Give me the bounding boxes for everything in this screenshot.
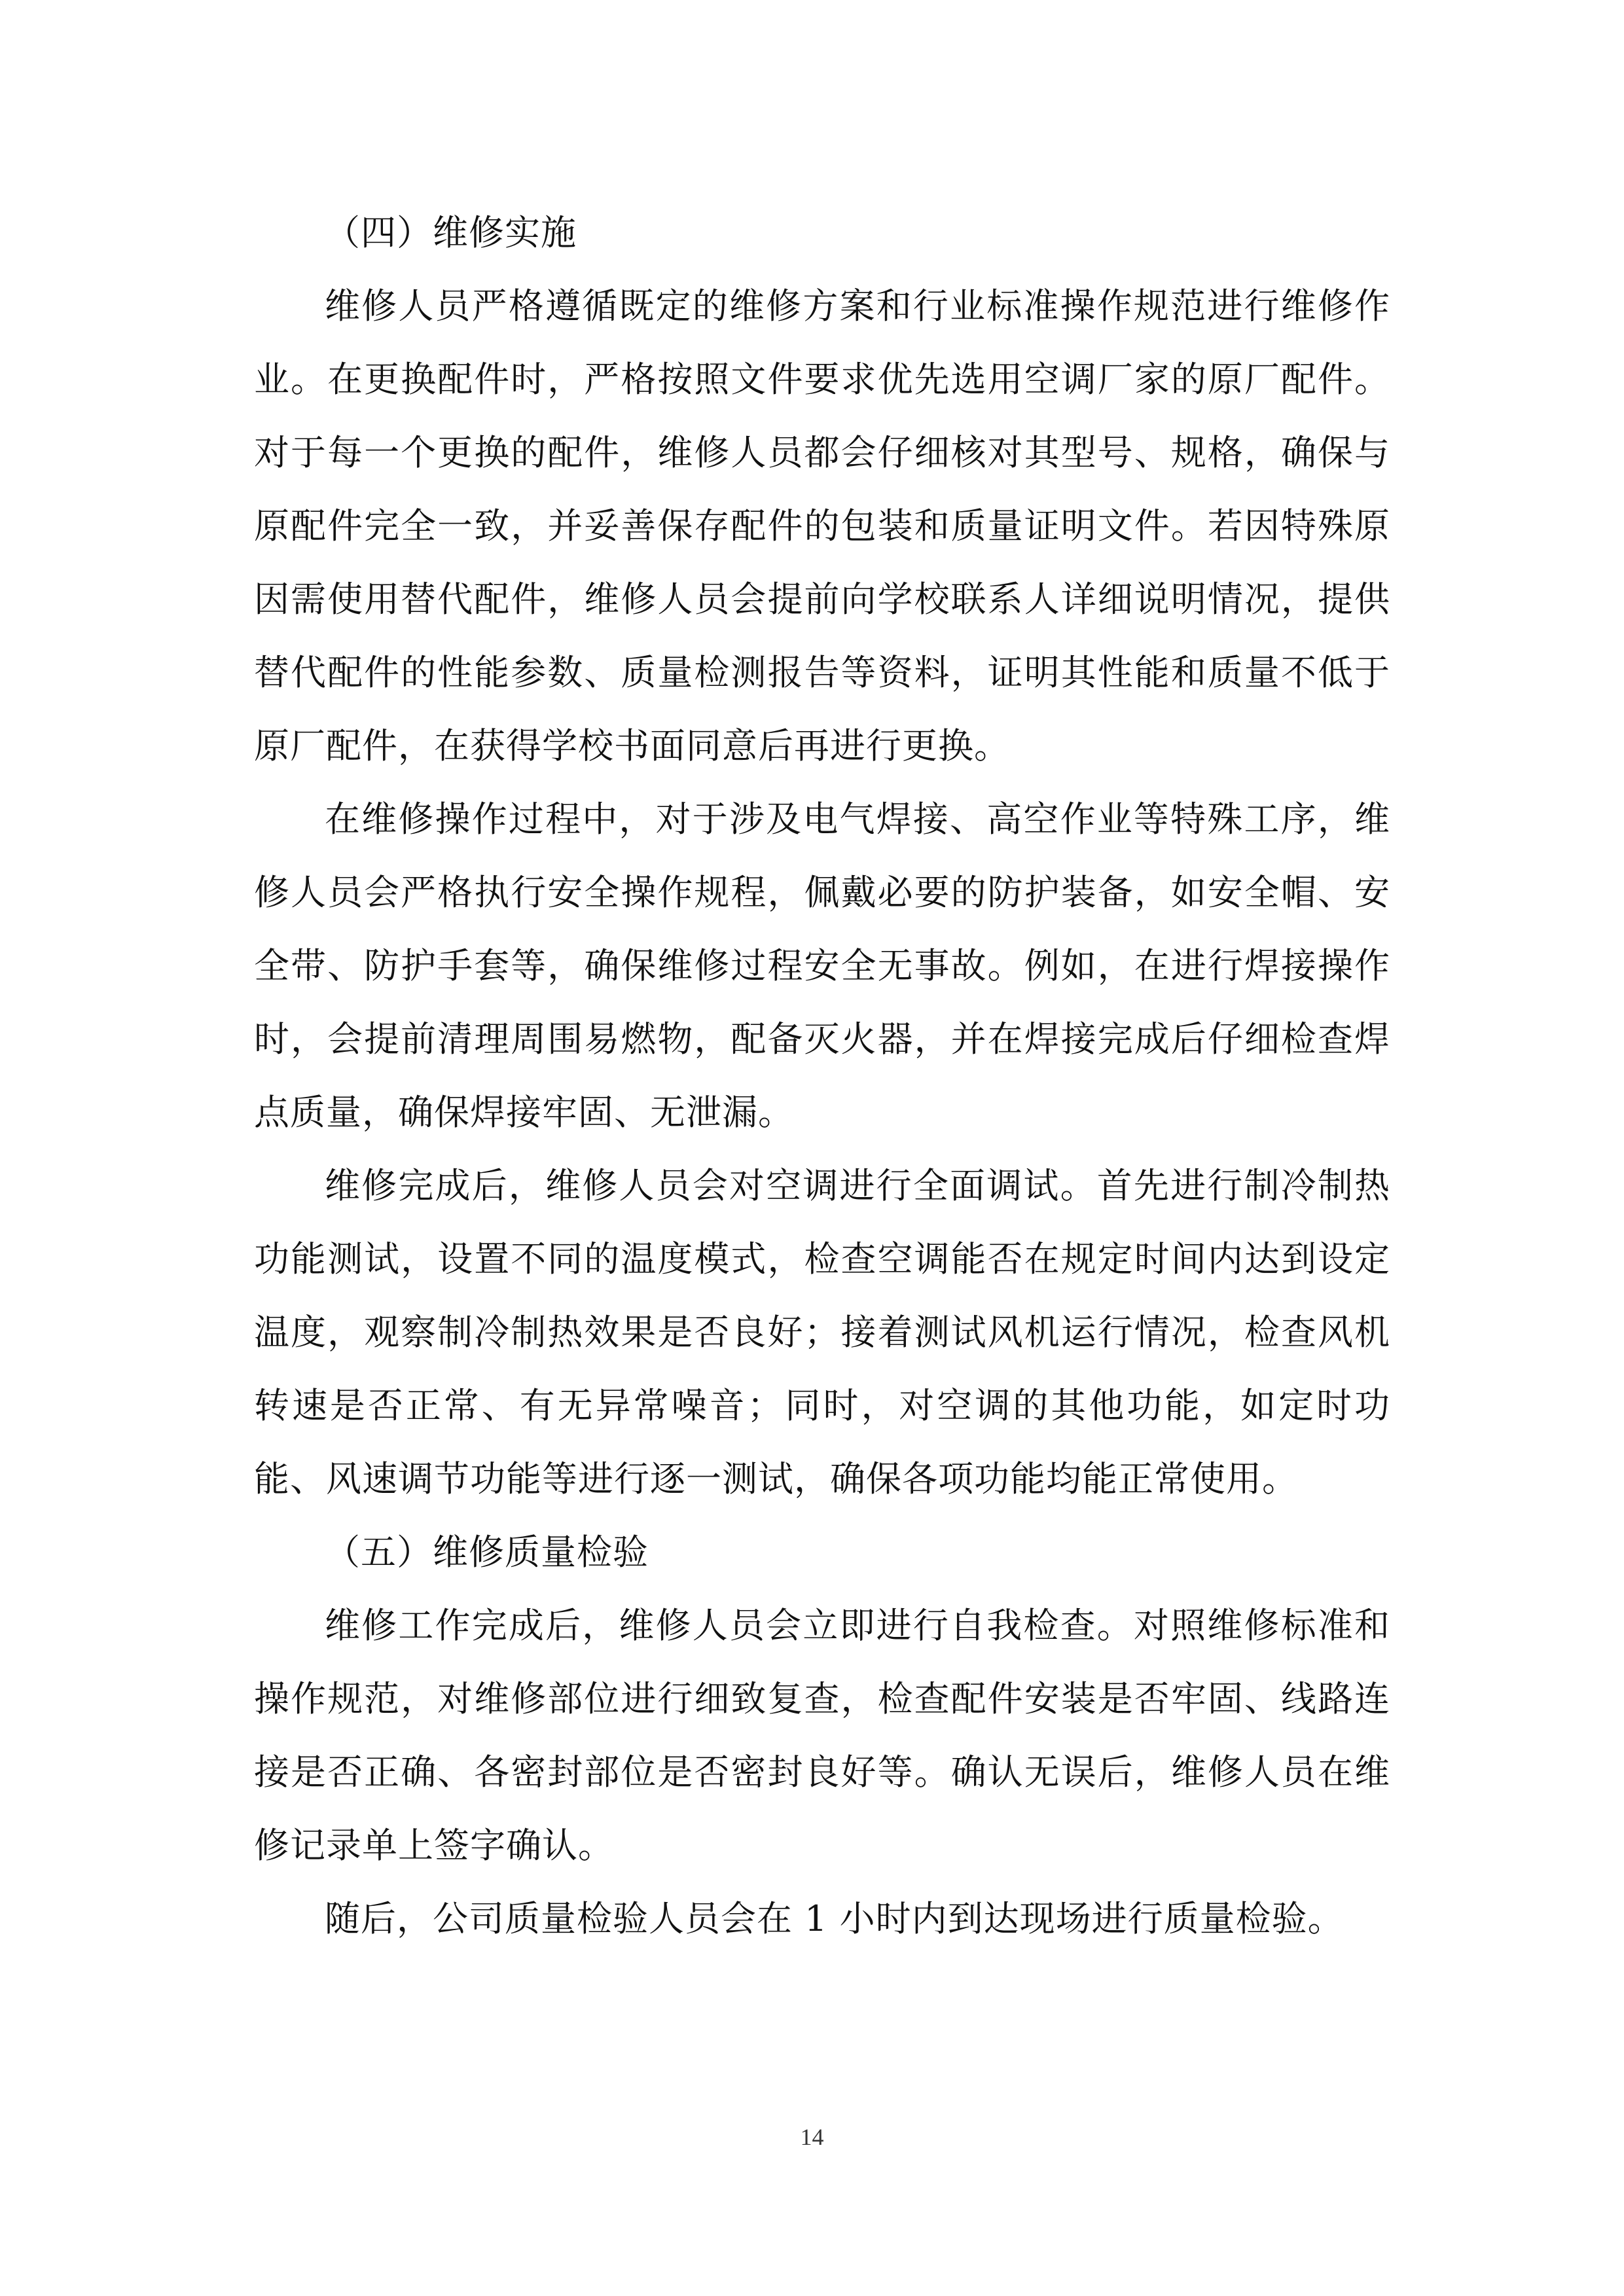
paragraph-safety-operations: 在维修操作过程中，对于涉及电气焊接、高空作业等特殊工序，维修人员会严格执行安全操作规程，佩戴必要的防护装备，如安全帽、安全带、防护手套等，确保维修过程安全无事故。例如，在进行焊接操作时，会提前清理周围易燃物，配备灭火器，并在焊接完成后仔细检查焊点质量，确保焊接牢固、无泄漏。: [254, 798, 1390, 1133]
page-number: 14: [800, 2124, 824, 2150]
paragraph-repair-procedure: 维修人员严格遵循既定的维修方案和行业标准操作规范进行维修作业。在更换配件时，严格按照文件要求优先选用空调厂家的原厂配件。对于每一个更换的配件，维修人员都会仔细核对其型号、规格，确保与原配件完全一致，并妥善保存配件的包装和质量证明文件。若因特殊原因需使用替代配件，维修人员会提前向学校联系人详细说明情况，提供替代配件的性能参数、质量检测报告等资料，证明其性能和质量不低于原厂配件，在获得学校书面同意后再进行更换。: [254, 285, 1390, 766]
section-heading-quality-inspection: （五）维修质量检验: [325, 1532, 649, 1573]
page-content: [254, 196, 1390, 1956]
paragraph-quality-inspector: 随后，公司质量检验人员会在 1 小时内到达现场进行质量检验。: [325, 1898, 1344, 1939]
paragraph-debugging-tests: 维修完成后，维修人员会对空调进行全面调试。首先进行制冷制热功能测试，设置不同的温度模式，检查空调能否在规定时间内达到设定温度，观察制冷制热效果是否良好；接着测试风机运行情况，检查风机转速是否正常、有无异常噪音；同时，对空调的其他功能，如定时功能、风速调节功能等进行逐一测试，确保各项功能均能正常使用。: [254, 1165, 1390, 1499]
section-heading-repair-implementation: （四）维修实施: [325, 212, 577, 253]
paragraph-self-check: 维修工作完成后，维修人员会立即进行自我检查。对照维修标准和操作规范，对维修部位进行细致复查，检查配件安装是否牢固、线路连接是否正确、各密封部位是否密封良好等。确认无误后，维修人员在维修记录单上签字确认。: [254, 1605, 1390, 1866]
